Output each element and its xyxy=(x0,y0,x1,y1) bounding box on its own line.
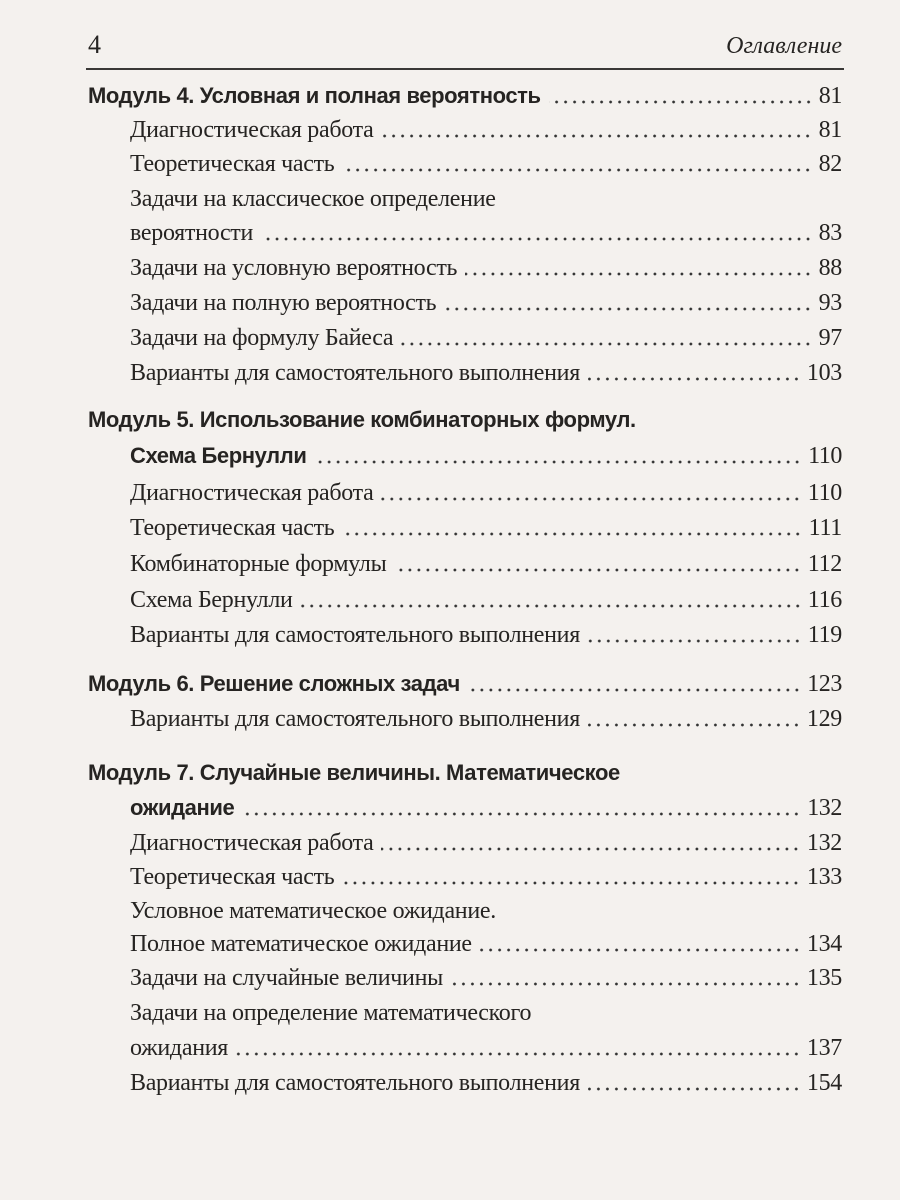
toc-title: Комбинаторные формулы xyxy=(130,551,387,577)
toc-item[interactable] xyxy=(130,322,842,354)
toc-page: 134 xyxy=(806,931,842,957)
toc-title: Модуль 6. Решение сложных задач xyxy=(88,671,460,696)
toc-title: Варианты для самостоятельного выполнения xyxy=(130,706,580,732)
toc-page: 83 xyxy=(818,220,842,246)
toc-title: Задачи на классическое определение xyxy=(130,186,496,212)
dot-leader xyxy=(381,841,800,851)
toc-module-5-line1[interactable] xyxy=(88,404,842,436)
dot-leader xyxy=(480,942,801,952)
toc-item[interactable] xyxy=(130,217,842,249)
toc-page: 97 xyxy=(818,325,842,351)
toc-page: 112 xyxy=(807,551,842,577)
toc-item[interactable] xyxy=(130,357,842,389)
toc-title: Варианты для самостоятельного выполнения xyxy=(130,1070,580,1096)
toc-title: Теоретическая часть xyxy=(130,864,335,890)
toc-module-4[interactable] xyxy=(88,80,842,112)
toc-item[interactable] xyxy=(130,827,842,859)
dot-leader xyxy=(588,717,801,727)
toc-item[interactable] xyxy=(130,703,842,735)
page-number: 4 xyxy=(88,30,101,59)
dot-leader xyxy=(465,266,812,276)
toc-title: Варианты для самостоятельного выполнения xyxy=(130,360,580,386)
toc-title: Полное математическое ожидание xyxy=(130,931,472,957)
dot-leader xyxy=(381,491,801,501)
toc-page: 110 xyxy=(807,480,842,506)
toc-item-line1[interactable] xyxy=(130,997,842,1029)
dot-leader xyxy=(261,231,813,241)
toc-item[interactable] xyxy=(130,928,842,960)
running-header-title: Оглавление xyxy=(726,33,842,59)
toc-page: 103 xyxy=(806,360,842,386)
toc-title: Схема Бернулли xyxy=(130,443,307,468)
toc-page: 82 xyxy=(818,151,842,177)
toc-item[interactable] xyxy=(130,584,842,616)
toc-item-line1[interactable] xyxy=(130,183,842,215)
toc-title: Диагностическая работа xyxy=(130,117,374,143)
dot-leader xyxy=(236,1046,801,1056)
dot-leader xyxy=(451,976,801,986)
toc-page: 110 xyxy=(808,443,842,469)
toc-item[interactable] xyxy=(130,1067,842,1099)
toc-page: 116 xyxy=(807,587,842,613)
toc-item[interactable] xyxy=(130,477,842,509)
toc-item-line1[interactable] xyxy=(130,895,842,927)
dot-leader xyxy=(468,682,801,692)
toc-module-7-line1[interactable] xyxy=(88,757,842,789)
toc-item[interactable] xyxy=(130,512,842,544)
dot-leader xyxy=(588,1081,801,1091)
toc-title: ожидания xyxy=(130,1035,229,1061)
toc-item[interactable] xyxy=(130,962,842,994)
toc-page: 119 xyxy=(807,622,842,648)
toc-page: 93 xyxy=(818,290,842,316)
dot-leader xyxy=(242,806,801,816)
header-rule xyxy=(86,68,844,70)
dot-leader xyxy=(401,336,812,346)
toc-title: Теоретическая часть xyxy=(130,151,335,177)
toc-item[interactable] xyxy=(130,287,842,319)
toc-item[interactable] xyxy=(130,548,842,580)
dot-leader xyxy=(549,94,813,104)
toc-title: Диагностическая работа xyxy=(130,830,374,856)
dot-leader xyxy=(314,454,802,464)
dot-leader xyxy=(381,128,812,138)
toc-page: 135 xyxy=(806,965,842,991)
toc-title: Задачи на условную вероятность xyxy=(130,255,458,281)
toc-page: 154 xyxy=(806,1070,842,1096)
toc-title: Модуль 5. Использование комбинаторных формул. xyxy=(88,407,636,432)
dot-leader xyxy=(342,526,802,536)
toc-page: 123 xyxy=(807,671,842,697)
toc-item[interactable] xyxy=(130,148,842,180)
toc-title: Теоретическая часть xyxy=(130,515,335,541)
toc-item[interactable] xyxy=(130,1032,842,1064)
toc-page: 81 xyxy=(818,117,842,143)
toc-title: Задачи на случайные величины xyxy=(130,965,443,991)
toc-page: 88 xyxy=(818,255,842,281)
toc-page: 111 xyxy=(808,515,842,541)
toc-module-5[interactable] xyxy=(130,440,842,472)
toc-title: Условное математическое ожидание. xyxy=(130,898,496,924)
toc-title: Схема Бернулли xyxy=(130,587,293,613)
toc-title: Диагностическая работа xyxy=(130,480,374,506)
toc-item[interactable] xyxy=(130,252,842,284)
dot-leader xyxy=(394,562,801,572)
toc-title: вероятности xyxy=(130,220,254,246)
dot-leader xyxy=(342,875,800,885)
toc-title: Задачи на определение математического xyxy=(130,1000,532,1026)
toc-module-6[interactable] xyxy=(88,668,842,700)
toc-title: Варианты для самостоятельного выполнения xyxy=(130,622,580,648)
toc-page: 137 xyxy=(806,1035,842,1061)
toc-title: Модуль 7. Случайные величины. Математическое xyxy=(88,760,620,785)
dot-leader xyxy=(588,633,802,643)
toc-page: 132 xyxy=(807,795,842,821)
toc-module-7[interactable] xyxy=(130,792,842,824)
toc-title: ожидание xyxy=(130,795,235,820)
toc-page: 129 xyxy=(806,706,842,732)
toc-item[interactable] xyxy=(130,861,842,893)
dot-leader xyxy=(444,301,812,311)
toc-title: Модуль 4. Условная и полная вероятность xyxy=(88,83,541,108)
toc-item[interactable] xyxy=(130,619,842,651)
toc-page: 81 xyxy=(818,83,842,109)
dot-leader xyxy=(301,598,802,608)
toc-item[interactable] xyxy=(130,114,842,146)
toc-title: Задачи на полную вероятность xyxy=(130,290,437,316)
toc-page: 133 xyxy=(806,864,842,890)
dot-leader xyxy=(342,162,812,172)
toc-page: 132 xyxy=(806,830,842,856)
toc-title: Задачи на формулу Байеса xyxy=(130,325,394,351)
dot-leader xyxy=(588,371,801,381)
